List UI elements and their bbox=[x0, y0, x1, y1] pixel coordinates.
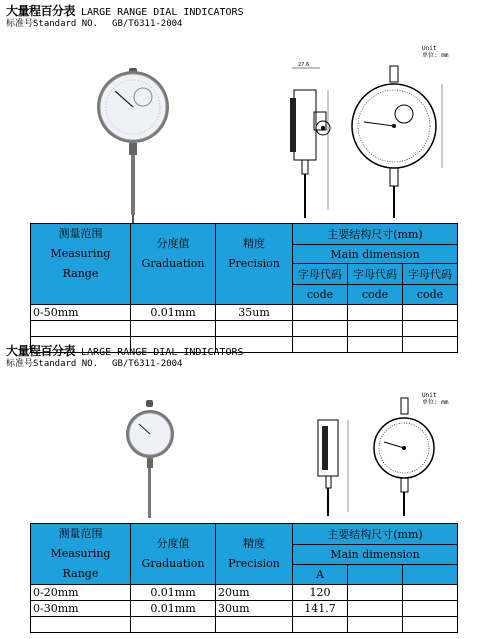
header-main-dimension-cn: 主要结构尺寸(mm) bbox=[293, 224, 458, 245]
standard-label: 标准号Standard NO. bbox=[6, 19, 99, 29]
header-code-en-3: code bbox=[403, 285, 458, 305]
header-code-cn-1: 字母代码 bbox=[293, 264, 348, 285]
header-measuring-range: 测量范围 Measuring Range bbox=[31, 224, 131, 305]
cell-graduation: 0.01mm bbox=[131, 305, 216, 321]
header-main-dimension-en: Main dimension bbox=[293, 244, 458, 264]
table-row bbox=[31, 305, 458, 321]
section-large-range-2 bbox=[0, 340, 497, 639]
table-header-row bbox=[31, 224, 458, 245]
unit-en: Unit bbox=[422, 45, 437, 52]
unit-cn: 单位: mm bbox=[422, 52, 449, 59]
spec-table-1 bbox=[30, 223, 458, 353]
cell-range: 0-30mm bbox=[31, 601, 131, 617]
header-code-cn-3: 字母代码 bbox=[403, 264, 458, 285]
header-precision: 精度 Precision bbox=[216, 224, 293, 305]
cell-graduation: 0.01mm bbox=[131, 585, 216, 601]
title-en: LARGE RANGE DIAL INDICATORS bbox=[81, 347, 244, 358]
standard-line bbox=[6, 16, 182, 29]
header-dim-a: A bbox=[293, 565, 348, 585]
technical-drawing-side bbox=[270, 60, 350, 225]
technical-drawing-front bbox=[370, 392, 445, 522]
cell-dim-a: 120 bbox=[293, 585, 348, 601]
header-code-cn-2: 字母代码 bbox=[348, 264, 403, 285]
title-cn: 大量程百分表 bbox=[6, 4, 76, 18]
cell-graduation: 0.01mm bbox=[131, 601, 216, 617]
standard-number: GB/T6311-2004 bbox=[112, 19, 183, 29]
title-cn: 大量程百分表 bbox=[6, 344, 76, 358]
standard-label: 标准号Standard NO. bbox=[6, 359, 99, 369]
table-row bbox=[31, 585, 458, 601]
technical-drawing-side bbox=[308, 392, 358, 522]
technical-drawing-front bbox=[350, 58, 450, 223]
unit-note bbox=[422, 45, 448, 59]
header-precision: 精度 Precision bbox=[216, 524, 293, 585]
cell-precision: 30um bbox=[216, 601, 293, 617]
svg-text:27.6: 27.6 bbox=[298, 62, 310, 68]
spec-table-2 bbox=[30, 523, 458, 633]
header-code-en-1: code bbox=[293, 285, 348, 305]
table-row bbox=[31, 601, 458, 617]
table-row-empty bbox=[31, 321, 458, 337]
header-graduation: 分度值 Graduation bbox=[131, 224, 216, 305]
title-en: LARGE RANGE DIAL INDICATORS bbox=[81, 7, 244, 18]
dial-indicator-photo bbox=[95, 65, 175, 230]
unit-en: Unit bbox=[422, 392, 437, 399]
header-graduation: 分度值 Graduation bbox=[131, 524, 216, 585]
table-header-row bbox=[31, 524, 458, 545]
standard-number: GB/T6311-2004 bbox=[112, 359, 183, 369]
header-code-en-2: code bbox=[348, 285, 403, 305]
unit-cn: 单位: mm bbox=[422, 399, 449, 406]
cell-dim-a: 141.7 bbox=[293, 601, 348, 617]
cell-range: 0-20mm bbox=[31, 585, 131, 601]
cell-precision: 35um bbox=[216, 305, 293, 321]
header-main-dimension-cn: 主要结构尺寸(mm) bbox=[293, 524, 458, 545]
cell-precision: 20um bbox=[216, 585, 293, 601]
cell-range: 0-50mm bbox=[31, 305, 131, 321]
header-main-dimension-en: Main dimension bbox=[293, 545, 458, 565]
header-measuring-range: 测量范围 Measuring Range bbox=[31, 524, 131, 585]
standard-line bbox=[6, 356, 182, 369]
table-row-empty bbox=[31, 617, 458, 633]
dial-indicator-photo bbox=[125, 398, 175, 528]
